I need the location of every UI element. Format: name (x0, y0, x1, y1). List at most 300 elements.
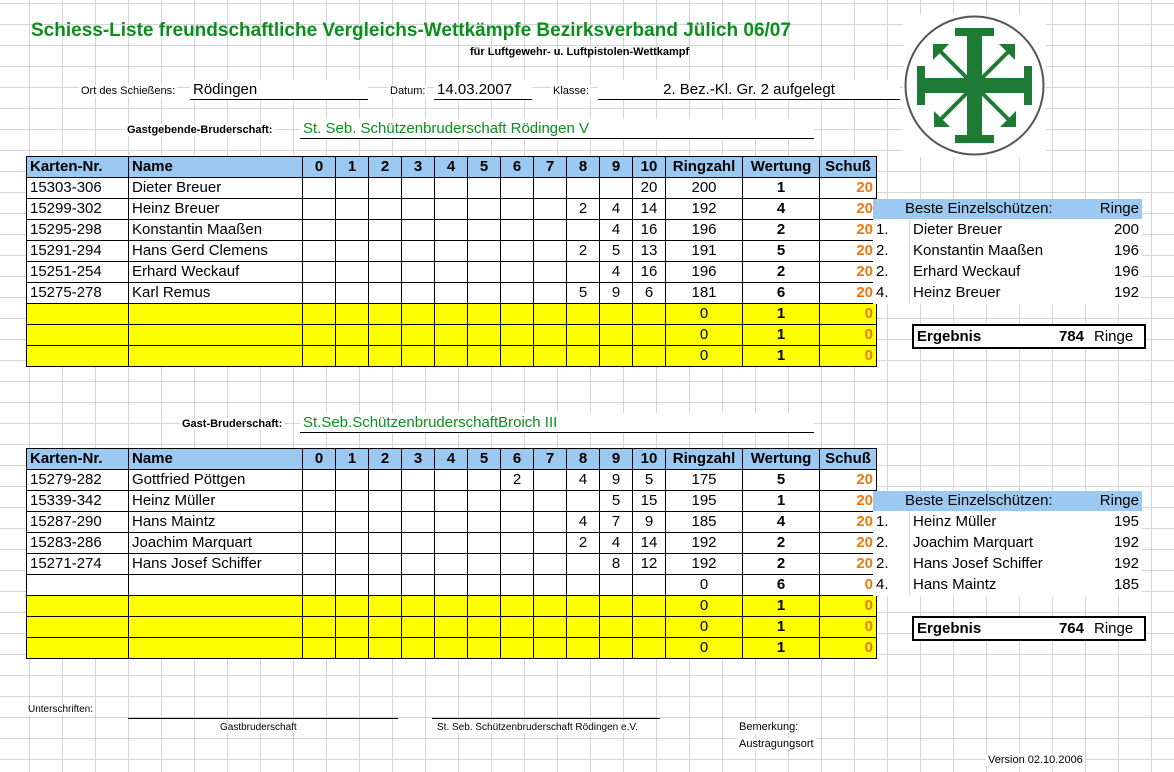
empty-cell (534, 638, 567, 659)
karten-nr-cell: 15275-278 (27, 283, 129, 304)
ring-count-cell (369, 178, 402, 199)
ring-count-cell: 16 (633, 220, 666, 241)
ring-count-cell: 20 (633, 178, 666, 199)
guest-signature-caption: Gastbruderschaft (220, 722, 297, 733)
name-cell: Erhard Weckauf (129, 262, 303, 283)
best-rank: 2. (873, 241, 910, 262)
ring-count-cell (468, 512, 501, 533)
ring-count-cell (336, 533, 369, 554)
best-name: Joachim Marquart (910, 533, 1087, 554)
ring-count-cell (435, 199, 468, 220)
ringzahl-cell: 192 (666, 554, 743, 575)
ring-count-cell (402, 241, 435, 262)
empty-cell (369, 617, 402, 638)
ringzahl-cell: 191 (666, 241, 743, 262)
ringzahl-cell: 200 (666, 178, 743, 199)
ring-count-cell (435, 533, 468, 554)
name-cell: Heinz Breuer (129, 199, 303, 220)
best-name: Hans Maintz (910, 575, 1087, 596)
best-rings: 192 (1086, 533, 1142, 554)
venue-label: Austragungsort (739, 738, 814, 750)
empty-cell (567, 617, 600, 638)
empty-cell (435, 596, 468, 617)
empty-cell (468, 596, 501, 617)
empty-cell (303, 304, 336, 325)
empty-cell (369, 596, 402, 617)
empty-cell (435, 617, 468, 638)
ring-count-cell (633, 575, 666, 596)
guest-score-table (26, 448, 877, 659)
wertung-cell: 2 (743, 533, 820, 554)
ring-count-cell (534, 533, 567, 554)
ring-count-cell (402, 533, 435, 554)
column-header: 8 (567, 449, 600, 470)
wertung-cell: 1 (743, 178, 820, 199)
table-row (27, 554, 877, 575)
name-cell: Konstantin Maaßen (129, 220, 303, 241)
empty-cell (27, 304, 129, 325)
ring-count-cell: 15 (633, 491, 666, 512)
best-rank: 2. (873, 554, 910, 575)
ring-count-cell: 9 (600, 470, 633, 491)
table-row (27, 178, 877, 199)
ring-count-cell (435, 220, 468, 241)
datum-value: 14.03.2007 (434, 80, 532, 100)
ring-count-cell (303, 575, 336, 596)
empty-cell (303, 325, 336, 346)
schuss-cell: 0 (820, 325, 877, 346)
ring-count-cell (369, 554, 402, 575)
name-cell: Hans Maintz (129, 512, 303, 533)
empty-cell (501, 638, 534, 659)
empty-cell (435, 346, 468, 367)
ring-count-cell (534, 199, 567, 220)
ring-count-cell (534, 220, 567, 241)
club-logo (903, 14, 1046, 157)
ring-count-cell (468, 470, 501, 491)
ring-count-cell: 8 (600, 554, 633, 575)
empty-cell (633, 638, 666, 659)
schuss-cell: 0 (820, 304, 877, 325)
empty-cell (567, 346, 600, 367)
column-header: Karten-Nr. (27, 157, 129, 178)
ring-count-cell (534, 241, 567, 262)
ring-count-cell (336, 283, 369, 304)
empty-cell (633, 617, 666, 638)
ring-count-cell (501, 491, 534, 512)
host-result-box (912, 324, 1146, 349)
ort-value: Rödingen (190, 80, 368, 100)
ring-count-cell (402, 575, 435, 596)
ring-count-cell (567, 554, 600, 575)
best-rings-header: Ringe (1086, 199, 1142, 220)
klasse-value: 2. Bez.-Kl. Gr. 2 aufgelegt (598, 80, 900, 100)
empty-cell (336, 304, 369, 325)
ring-count-cell: 4 (600, 220, 633, 241)
ring-count-cell (468, 241, 501, 262)
ring-count-cell (468, 533, 501, 554)
empty-table-row (27, 617, 877, 638)
karten-nr-cell: 15279-282 (27, 470, 129, 491)
ring-count-cell (600, 575, 633, 596)
name-cell: Hans Josef Schiffer (129, 554, 303, 575)
empty-cell (501, 325, 534, 346)
ring-count-cell (303, 512, 336, 533)
column-header: Name (129, 449, 303, 470)
empty-cell (534, 325, 567, 346)
empty-cell (303, 596, 336, 617)
column-header: 8 (567, 157, 600, 178)
ring-count-cell (534, 575, 567, 596)
wertung-cell: 1 (743, 638, 820, 659)
column-header: 7 (534, 449, 567, 470)
ring-count-cell: 2 (567, 533, 600, 554)
empty-table-row (27, 638, 877, 659)
ring-count-cell (501, 199, 534, 220)
table-row (27, 199, 877, 220)
empty-cell (303, 617, 336, 638)
best-shooters-header: Beste Einzelschützen: (873, 199, 1086, 220)
best-shooter-row (873, 554, 1142, 575)
karten-nr-cell (27, 575, 129, 596)
empty-cell (435, 304, 468, 325)
guest-result-unit: Ringe (1094, 620, 1134, 637)
best-rank: 1. (873, 512, 910, 533)
ring-count-cell (435, 512, 468, 533)
wertung-cell: 2 (743, 220, 820, 241)
column-header: 2 (369, 157, 402, 178)
ring-count-cell (567, 220, 600, 241)
ring-count-cell (501, 178, 534, 199)
ring-count-cell (468, 283, 501, 304)
ring-count-cell (369, 220, 402, 241)
best-rings: 192 (1086, 283, 1142, 304)
column-header: Wertung (743, 157, 820, 178)
empty-cell (402, 346, 435, 367)
karten-nr-cell: 15295-298 (27, 220, 129, 241)
column-header: 1 (336, 449, 369, 470)
schuss-cell: 0 (820, 617, 877, 638)
ring-count-cell: 5 (633, 470, 666, 491)
wertung-cell: 1 (743, 596, 820, 617)
ringzahl-cell: 0 (666, 346, 743, 367)
ringzahl-cell: 181 (666, 283, 743, 304)
ring-count-cell: 5 (567, 283, 600, 304)
empty-cell (468, 617, 501, 638)
empty-cell (369, 304, 402, 325)
ring-count-cell (501, 241, 534, 262)
empty-cell (600, 596, 633, 617)
schuss-cell: 20 (820, 262, 877, 283)
ring-count-cell (534, 262, 567, 283)
ring-count-cell (501, 512, 534, 533)
ring-count-cell (336, 470, 369, 491)
host-signature-line (432, 718, 660, 719)
ring-count-cell: 5 (600, 241, 633, 262)
empty-cell (435, 638, 468, 659)
schuss-cell: 0 (820, 575, 877, 596)
empty-cell (369, 346, 402, 367)
ring-count-cell (534, 491, 567, 512)
schuss-cell: 0 (820, 596, 877, 617)
ring-count-cell (336, 199, 369, 220)
empty-cell (129, 346, 303, 367)
ring-count-cell: 4 (600, 199, 633, 220)
karten-nr-cell: 15287-290 (27, 512, 129, 533)
empty-cell (336, 346, 369, 367)
best-shooter-row (873, 575, 1142, 596)
empty-table-row (27, 596, 877, 617)
ring-count-cell (303, 262, 336, 283)
ring-count-cell (468, 199, 501, 220)
ring-count-cell (369, 512, 402, 533)
ring-count-cell (303, 199, 336, 220)
column-header: 4 (435, 157, 468, 178)
best-rank: 2. (873, 262, 910, 283)
host-result-unit: Ringe (1094, 328, 1134, 345)
ring-count-cell (303, 283, 336, 304)
empty-cell (129, 617, 303, 638)
wertung-cell: 2 (743, 262, 820, 283)
best-rings-header: Ringe (1086, 491, 1142, 512)
ring-count-cell (369, 533, 402, 554)
schuss-cell: 20 (820, 199, 877, 220)
version-label: Version 02.10.2006 (988, 754, 1083, 766)
schuss-cell: 20 (820, 554, 877, 575)
empty-cell (600, 325, 633, 346)
ringzahl-cell: 196 (666, 220, 743, 241)
ring-count-cell (369, 199, 402, 220)
name-cell: Joachim Marquart (129, 533, 303, 554)
empty-cell (501, 304, 534, 325)
empty-cell (633, 325, 666, 346)
best-rings: 200 (1086, 220, 1142, 241)
remark-label: Bemerkung: (739, 721, 799, 733)
ring-count-cell (435, 241, 468, 262)
empty-cell (633, 304, 666, 325)
ring-count-cell (303, 554, 336, 575)
column-header: Karten-Nr. (27, 449, 129, 470)
empty-cell (468, 325, 501, 346)
ring-count-cell (402, 178, 435, 199)
guest-best-shooters (873, 491, 1142, 596)
best-rank: 4. (873, 283, 910, 304)
table-row (27, 283, 877, 304)
ring-count-cell (600, 178, 633, 199)
column-header: Wertung (743, 449, 820, 470)
ring-count-cell (534, 283, 567, 304)
ring-count-cell (468, 575, 501, 596)
empty-cell (600, 617, 633, 638)
ring-count-cell (303, 241, 336, 262)
best-rings: 196 (1086, 262, 1142, 283)
empty-table-row (27, 346, 877, 367)
ring-count-cell (435, 575, 468, 596)
schuss-cell: 0 (820, 346, 877, 367)
empty-cell (501, 617, 534, 638)
column-header: 9 (600, 449, 633, 470)
best-shooter-row (873, 241, 1142, 262)
schuss-cell: 20 (820, 491, 877, 512)
best-rank: 1. (873, 220, 910, 241)
empty-cell (600, 638, 633, 659)
empty-cell (369, 325, 402, 346)
ringzahl-cell: 0 (666, 325, 743, 346)
empty-cell (303, 346, 336, 367)
best-name: Heinz Breuer (910, 283, 1087, 304)
ringzahl-cell: 195 (666, 491, 743, 512)
ring-count-cell (534, 470, 567, 491)
empty-cell (468, 304, 501, 325)
host-score-table (26, 156, 877, 367)
empty-cell (534, 617, 567, 638)
best-rank: 2. (873, 533, 910, 554)
ring-count-cell (402, 554, 435, 575)
host-header-row (27, 157, 877, 178)
empty-cell (534, 596, 567, 617)
karten-nr-cell: 15299-302 (27, 199, 129, 220)
ring-count-cell (369, 575, 402, 596)
empty-cell (600, 346, 633, 367)
empty-table-row (27, 304, 877, 325)
best-name: Hans Josef Schiffer (910, 554, 1087, 575)
ring-count-cell (567, 491, 600, 512)
table-row (27, 491, 877, 512)
host-result-value: 784 (1058, 328, 1084, 345)
ringzahl-cell: 0 (666, 617, 743, 638)
table-row (27, 533, 877, 554)
empty-cell (633, 346, 666, 367)
best-name: Konstantin Maaßen (910, 241, 1087, 262)
ring-count-cell (435, 554, 468, 575)
column-header: 6 (501, 449, 534, 470)
ring-count-cell: 6 (633, 283, 666, 304)
empty-cell (402, 638, 435, 659)
best-name: Erhard Weckauf (910, 262, 1087, 283)
column-header: Ringzahl (666, 449, 743, 470)
ring-count-cell: 2 (567, 241, 600, 262)
ring-count-cell (402, 512, 435, 533)
ringzahl-cell: 0 (666, 638, 743, 659)
empty-cell (27, 638, 129, 659)
empty-cell (567, 304, 600, 325)
empty-cell (468, 638, 501, 659)
column-header: 7 (534, 157, 567, 178)
ring-count-cell (369, 491, 402, 512)
karten-nr-cell: 15339-342 (27, 491, 129, 512)
ringzahl-cell: 192 (666, 199, 743, 220)
ring-count-cell: 4 (600, 533, 633, 554)
ring-count-cell (468, 178, 501, 199)
best-shooter-row (873, 220, 1142, 241)
column-header: 0 (303, 157, 336, 178)
wertung-cell: 5 (743, 241, 820, 262)
empty-cell (501, 596, 534, 617)
page-title: Schiess-Liste freundschaftliche Vergleichs-Wettkämpfe Bezirksverband Jülich 06/07 (31, 20, 791, 41)
table-row (27, 575, 877, 596)
guest-header-row (27, 449, 877, 470)
empty-cell (336, 596, 369, 617)
ring-count-cell (369, 262, 402, 283)
wertung-cell: 1 (743, 617, 820, 638)
guest-result-box (912, 616, 1146, 641)
karten-nr-cell: 15303-306 (27, 178, 129, 199)
ring-count-cell (336, 220, 369, 241)
ring-count-cell (501, 262, 534, 283)
datum-label: Datum: (390, 85, 426, 97)
klasse-label: Klasse: (553, 85, 590, 97)
ring-count-cell (303, 470, 336, 491)
best-name: Dieter Breuer (910, 220, 1087, 241)
column-header: 5 (468, 449, 501, 470)
ring-count-cell: 12 (633, 554, 666, 575)
column-header: 0 (303, 449, 336, 470)
ring-count-cell: 9 (633, 512, 666, 533)
column-header: Name (129, 157, 303, 178)
guest-signature-line (128, 718, 398, 719)
ring-count-cell (567, 262, 600, 283)
ring-count-cell (534, 178, 567, 199)
table-row (27, 241, 877, 262)
guest-best-header-row (873, 491, 1142, 512)
ring-count-cell (501, 220, 534, 241)
empty-cell (567, 638, 600, 659)
best-rings: 196 (1086, 241, 1142, 262)
schuss-cell: 20 (820, 241, 877, 262)
ring-count-cell (567, 575, 600, 596)
ringzahl-cell: 175 (666, 470, 743, 491)
ring-count-cell (336, 241, 369, 262)
ring-count-cell (402, 199, 435, 220)
ring-count-cell (435, 283, 468, 304)
ring-count-cell (501, 554, 534, 575)
ring-count-cell (303, 220, 336, 241)
name-cell: Gottfried Pöttgen (129, 470, 303, 491)
empty-cell (27, 346, 129, 367)
ring-count-cell (303, 178, 336, 199)
empty-cell (501, 346, 534, 367)
empty-cell (468, 346, 501, 367)
best-name: Heinz Müller (910, 512, 1087, 533)
ring-count-cell (402, 220, 435, 241)
ring-count-cell (435, 470, 468, 491)
empty-cell (600, 304, 633, 325)
ring-count-cell (303, 491, 336, 512)
column-header: 6 (501, 157, 534, 178)
best-shooter-row (873, 283, 1142, 304)
wertung-cell: 6 (743, 283, 820, 304)
empty-cell (567, 596, 600, 617)
best-shooter-row (873, 512, 1142, 533)
empty-cell (567, 325, 600, 346)
empty-cell (534, 346, 567, 367)
crossed-arrows-emblem-icon (903, 14, 1046, 157)
ring-count-cell: 14 (633, 199, 666, 220)
column-header: Schuß (820, 157, 877, 178)
ring-count-cell (336, 554, 369, 575)
ringzahl-cell: 0 (666, 596, 743, 617)
ring-count-cell (369, 283, 402, 304)
schuss-cell: 20 (820, 470, 877, 491)
ring-count-cell: 4 (567, 470, 600, 491)
ring-count-cell (303, 533, 336, 554)
guest-result-label: Ergebnis (917, 620, 982, 637)
empty-cell (27, 617, 129, 638)
empty-cell (129, 304, 303, 325)
wertung-cell: 1 (743, 491, 820, 512)
name-cell: Hans Gerd Clemens (129, 241, 303, 262)
ringzahl-cell: 0 (666, 575, 743, 596)
